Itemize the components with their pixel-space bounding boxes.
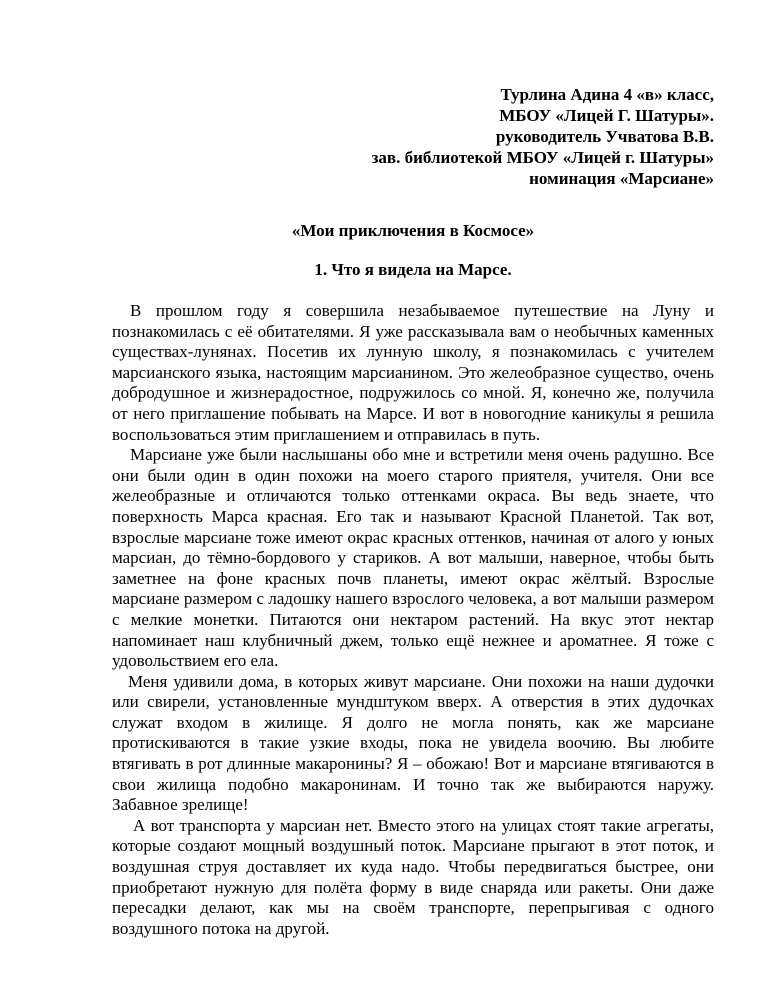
librarian-line: зав. библиотекой МБОУ «Лицей г. Шатуры» — [371, 148, 714, 167]
document-body — [112, 301, 714, 939]
school-line: МБОУ «Лицей Г. Шатуры». — [499, 106, 714, 125]
nomination-line: номинация «Марсиане» — [529, 169, 714, 188]
author-line: Турлина Адина 4 «в» класс, — [500, 85, 714, 104]
section-title: 1. Что я видела на Марсе. — [314, 260, 512, 279]
author-header — [112, 84, 714, 189]
paragraph: Марсиане уже были наслышаны обо мне и встретили меня очень радушно. Все они были один в один похожи на моего старого приятеля, учителя. Они все желеобразные и отличаются только оттенками окраса. Вы ведь знаете, что поверхность Марса красная. Его так и называют Красной Планетой. Так вот, взрослые марсиане тоже имеют окрас красных оттенков, начиная от алого у юных марсиан, до тёмно-бордового у стариков. А вот малыши, наверное, чтобы быть заметнее на фоне красных почв планеты, имеют окрас жёлтый. Взрослые марсиане размером с ладошку нашего взрослого человека, а вот малыши размером с мелкие монетки. Питаются они нектаром растений. На вкус этот нектар напоминает наш клубничный джем, только ещё нежнее и ароматнее. Я тоже с удовольствием его ела. — [112, 445, 714, 671]
paragraph: Меня удивили дома, в которых живут марсиане. Они похожи на наши дудочки или свирели, установленные мундштуком вверх. А отверстия в этих дудочках служат входом в жилище. Я долго не могла понять, как же марсиане протискиваются в такие узкие входы, пока не увидела воочию. Вы любите втягивать в рот длинные макаронины? Я – обожаю! Вот и марсиане втягиваются в свои жилища подобно макаронинам. И точно так же выбираются наружу. Забавное зрелище! — [112, 671, 714, 815]
supervisor-line: руководитель Учватова В.В. — [495, 127, 714, 146]
paragraph: В прошлом году я совершила незабываемое путешествие на Луну и познакомилась с её обитателями. Я уже рассказывала вам о необычных каменных существах-лунянах. Посетив их лунную школу, я познакомилась с учителем марсианского языка, настоящим марсианином. Это желеобразное существо, очень добродушное и жизнерадостное, подружилось со мной. Я, конечно же, получила от него приглашение побывать на Марсе. И вот в новогодние каникулы я решила воспользоваться этим приглашением и отправилась в путь. — [112, 301, 714, 444]
document-page — [112, 84, 714, 939]
document-title: «Мои приключения в Космосе» — [291, 221, 535, 240]
paragraph: А вот транспорта у марсиан нет. Вместо этого на улицах стоят такие агрегаты, которые создают мощный воздушный поток. Марсиане прыгают в этот поток, и воздушная струя доставляет их куда надо. Чтобы передвигаться быстрее, они приобретают нужную для полёта форму в виде снаряда или ракеты. Они даже пересадки делают, как мы на своём транспорте, перепрыгивая с одного воздушного потока на другой. — [112, 815, 714, 938]
